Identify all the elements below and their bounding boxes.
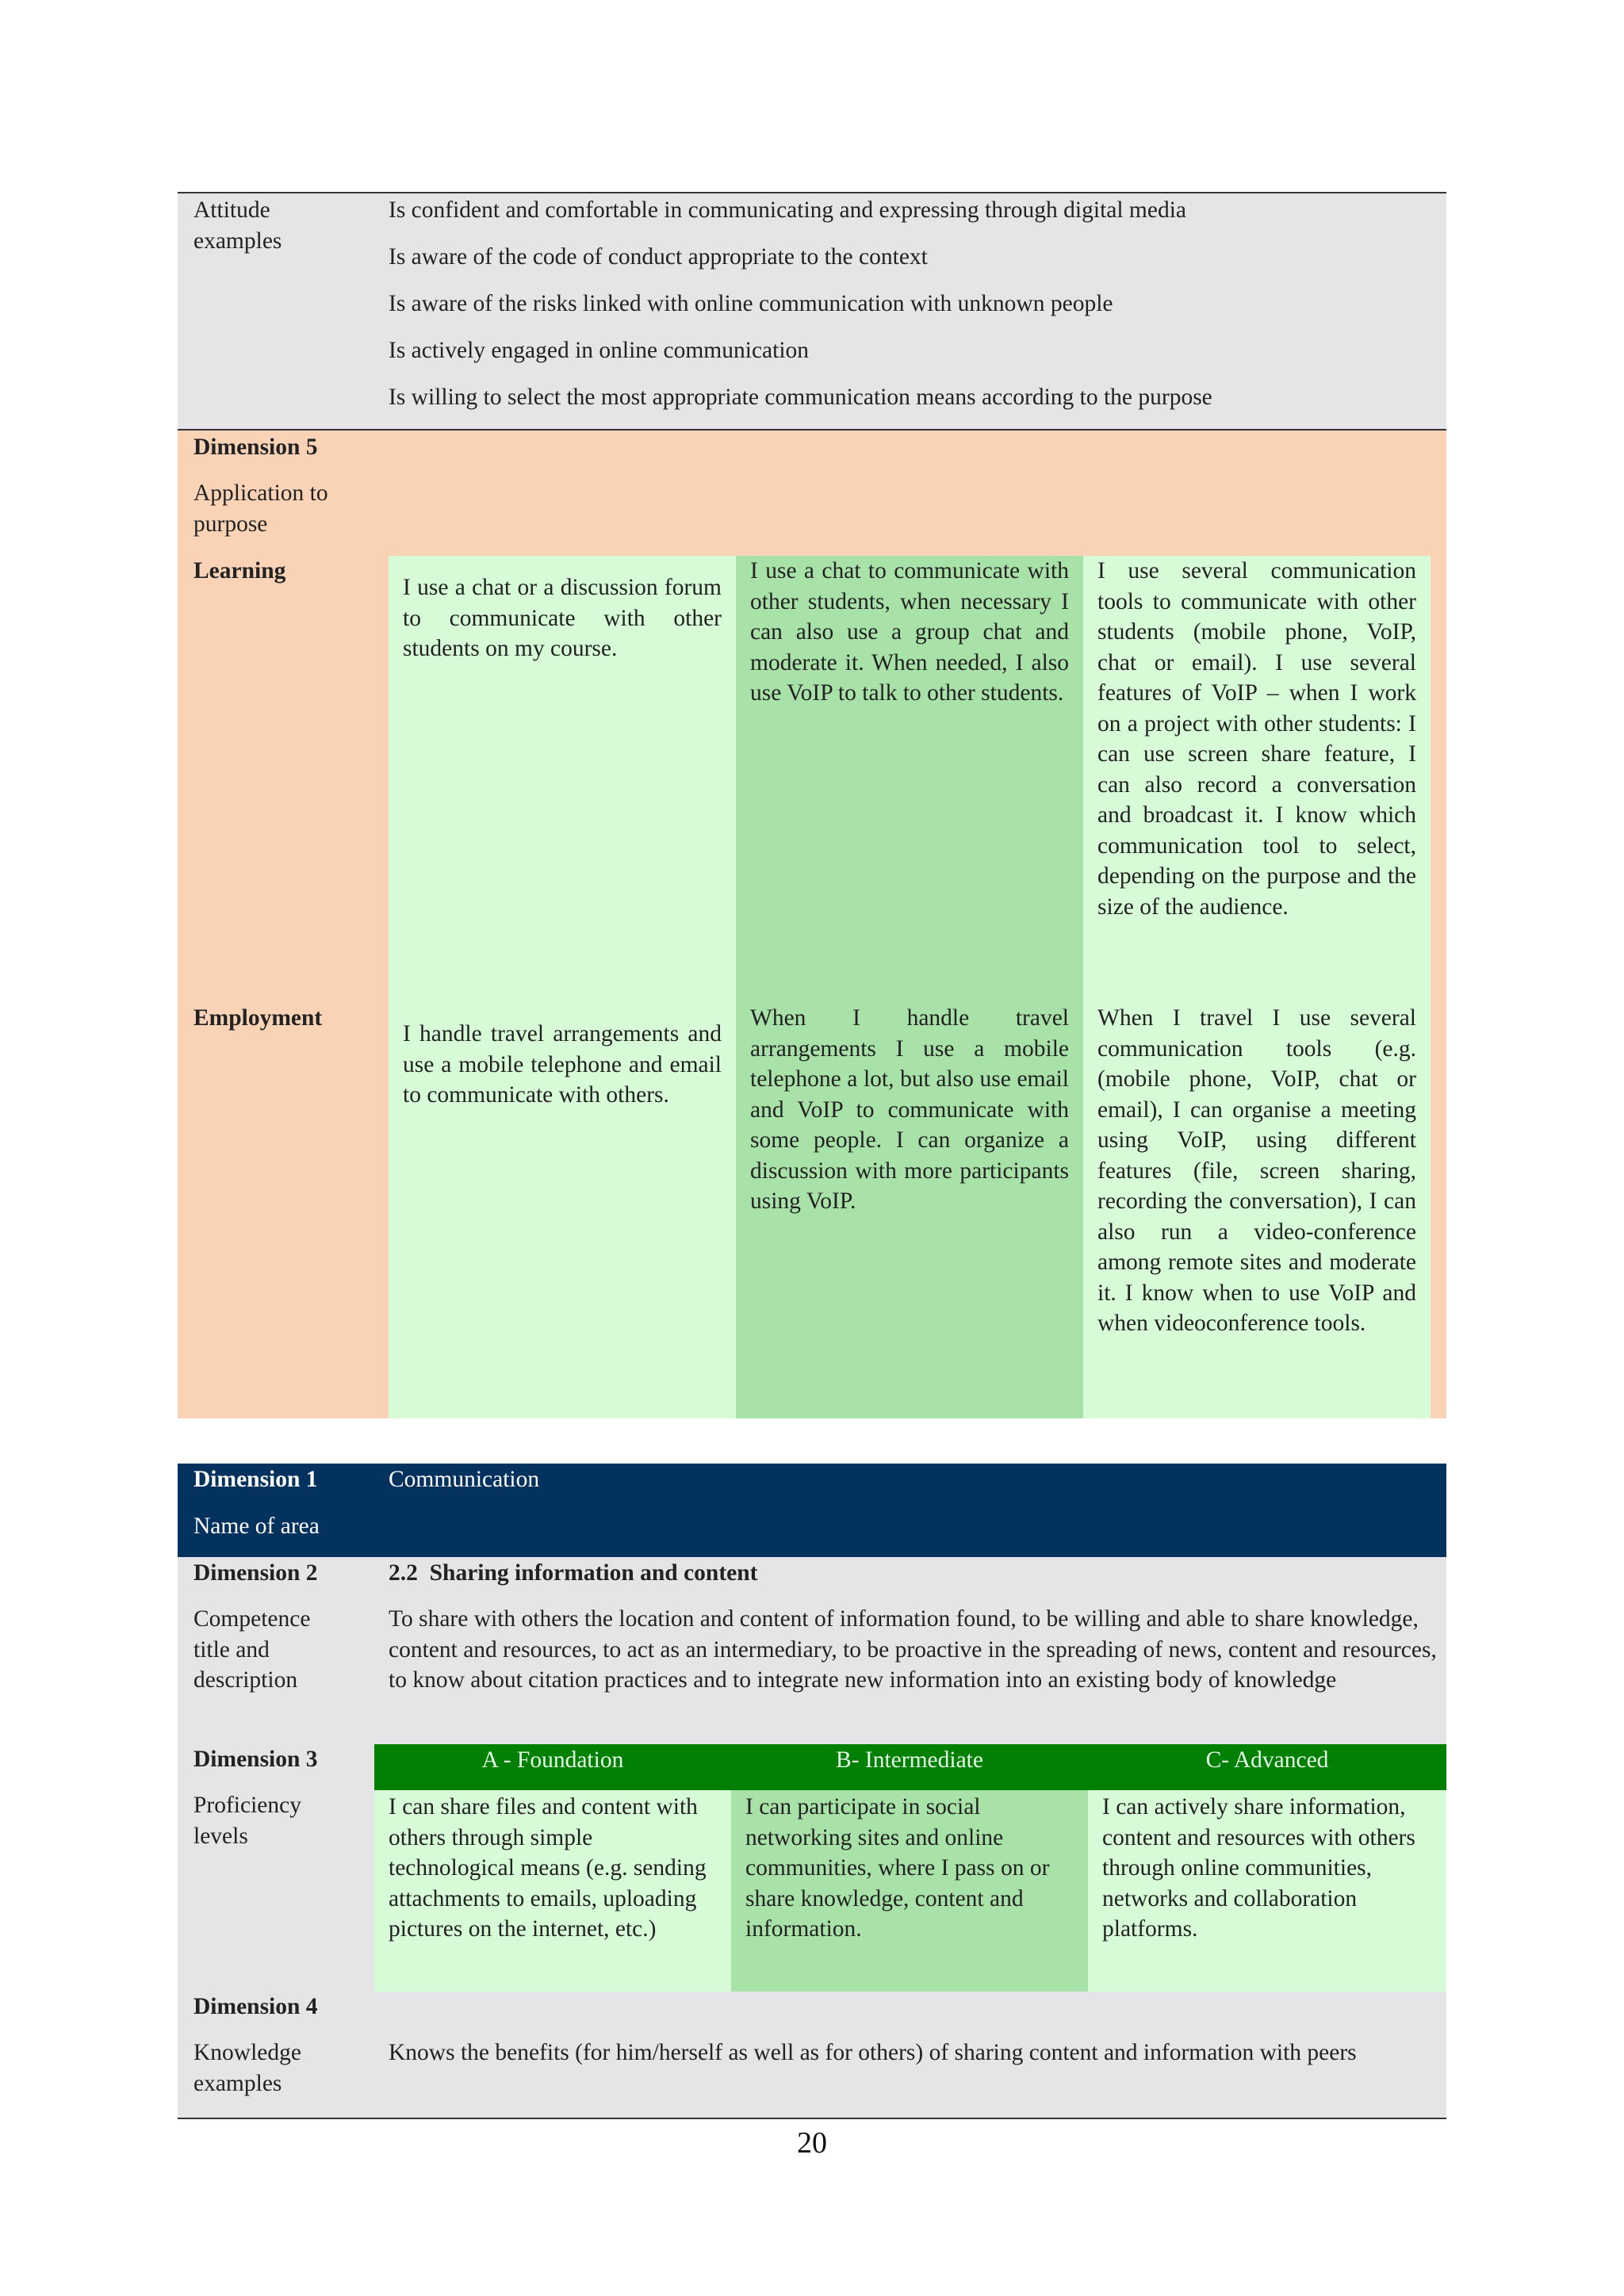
- attitude-example: Is willing to select the most appropriate communication means according to the purpose: [389, 385, 1212, 410]
- dimension2-label: Competence title and description: [193, 1606, 311, 1693]
- attitude-example: Is aware of the risks linked with online communication with unknown people: [389, 291, 1113, 316]
- dimension5-title: Dimension 5: [193, 434, 318, 460]
- employment-label: Employment: [193, 1005, 323, 1031]
- page-number: 20: [797, 2126, 827, 2160]
- attitude-examples-list: [389, 195, 1435, 429]
- table2-bottom-rule: [178, 2118, 1446, 2119]
- competence-title: 2.2 Sharing information and content: [389, 1560, 758, 1586]
- learning-level-b-text: I use a chat to communicate with other students, when necessary I can also use a group chat and moderate it. When needed, I also use VoIP to talk to other students.: [750, 558, 1069, 706]
- proficiency-level-c-text: I can actively share information, content and resources with others through online communities, networks and collaboration platforms.: [1102, 1794, 1415, 1942]
- attitude-example: Is actively engaged in online communication: [389, 338, 810, 363]
- dimension1-row: [178, 1464, 1446, 1557]
- dimension3-title: Dimension 3: [193, 1747, 318, 1772]
- learning-label: Learning: [193, 558, 286, 584]
- knowledge-example: Knows the benefits (for him/herself as well as for others) of sharing content and information with peers: [389, 2040, 1357, 2065]
- level-c-header: C- Advanced: [1205, 1747, 1329, 1773]
- learning-level-a-text: I use a chat or a discussion forum to communicate with other students on my course.: [403, 575, 722, 661]
- attitude-example: Is confident and comfortable in communicating and expressing through digital media: [389, 197, 1187, 223]
- dimension4-title: Dimension 4: [193, 1994, 318, 2019]
- attitude-label: Attitude examples: [193, 197, 282, 254]
- dimension4-label: Knowledge examples: [193, 2040, 301, 2096]
- learning-level-c-text: I use several communication tools to communicate with other students (mobile phone, VoIP, chat or email). I use several features of VoIP – when I work on a project with other students: I can use screen share feature, I can also record a conversation and broadcast it. I know which communication tool to select, depending on the purpose and the size of the audience.: [1097, 558, 1416, 920]
- dimension3-label: Proficiency levels: [193, 1793, 301, 1849]
- dimension1-label: Name of area: [193, 1513, 320, 1539]
- proficiency-level-a-text: I can share files and content with others through simple technological means (e.g. sending attachments to emails, uploading pictures on the internet, etc.): [389, 1794, 707, 1942]
- attitude-example: Is aware of the code of conduct appropriate to the context: [389, 244, 928, 270]
- level-a-header: A - Foundation: [481, 1747, 624, 1773]
- area-name: Communication: [389, 1467, 540, 1492]
- employment-level-a-text: I handle travel arrangements and use a mobile telephone and email to communicate with others.: [403, 1021, 722, 1108]
- dimension1-title: Dimension 1: [193, 1467, 318, 1492]
- dimension5-label: Application to purpose: [193, 480, 328, 537]
- competence-description: To share with others the location and content of information found, to be willing and able to share knowledge, content and resources, to act as an intermediary, to be proactive in the spreading of news, content and resources, to know about citation practices and to integrate new information into an existing body of knowledge: [389, 1606, 1437, 1693]
- level-b-header: B- Intermediate: [836, 1747, 983, 1773]
- dimension2-title: Dimension 2: [193, 1560, 318, 1586]
- employment-level-b-text: When I handle travel arrangements I use a mobile telephone a lot, but also use email and VoIP to communicate with some people. I can organize a discussion with more participants using VoIP.: [750, 1005, 1069, 1214]
- proficiency-level-b-text: I can participate in social networking sites and online communities, where I pass on or share knowledge, content and information.: [745, 1794, 1050, 1942]
- employment-level-c-text: When I travel I use several communication tools (e.g. (mobile phone, VoIP, chat or email), I can organise a meeting using VoIP, using different features (file, screen sharing, recording the conversation), I can also run a video-conference among remote sites and moderate it. I know when to use VoIP and when videoconference tools.: [1097, 1005, 1416, 1336]
